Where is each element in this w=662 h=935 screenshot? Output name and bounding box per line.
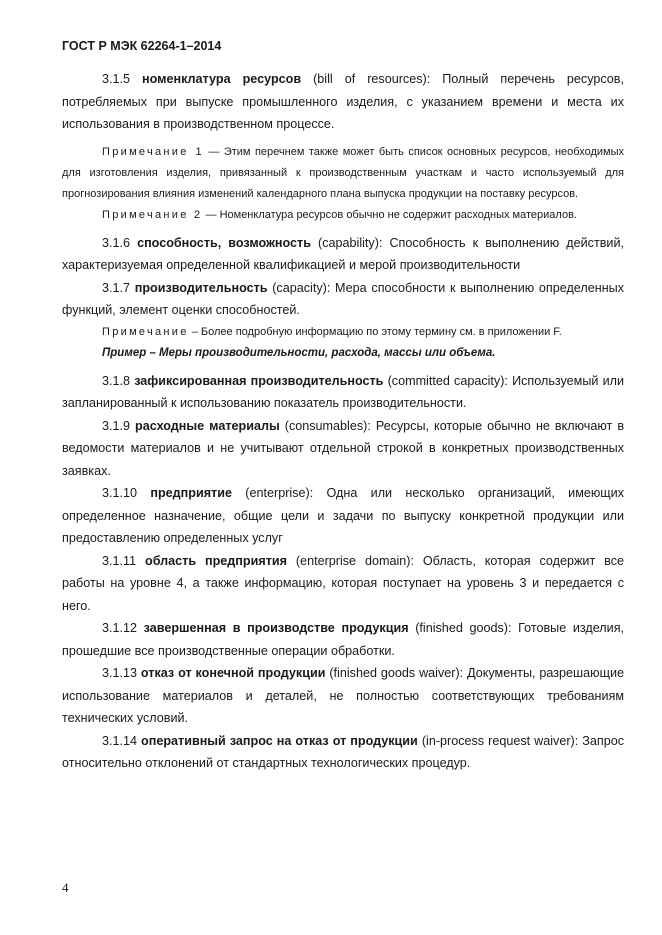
entry-definition: (capacity): Мера способности к выполнению определенных функций, элемент оценки способностей.	[62, 280, 625, 317]
entry-definition: (consumables): Ресурсы, которые обычно не включают в ведомости материалов и не учитывают отдельной строкой в конкретных производственных заявках.	[62, 418, 625, 478]
entry-number: 3.1.11	[102, 553, 137, 568]
entry-term: зафиксированная производительность	[134, 373, 384, 388]
entry-term: область предприятия	[145, 553, 287, 568]
entry-3-1-8	[62, 370, 624, 415]
note-text: — Этим перечнем также может быть список основных ресурсов, необходимых для изготовления изделия, привязанный к производственным участкам и часто используемый для прогнозирования влияния изменений календарного плана выпуска продукции на поставку ресурсов.	[62, 145, 624, 200]
entry-definition: (enterprise): Одна или несколько организаций, имеющих определенное назначение, общие цели и задачи по выпуску конкретной продукции или предоставлению определенных услуг	[62, 486, 625, 545]
entry-number: 3.1.7	[102, 280, 131, 295]
entry-number: 3.1.12	[102, 621, 138, 635]
entry-definition: (committed capacity): Используемый или запланированный к использованию показатель производительности.	[62, 373, 624, 410]
entry-number: 3.1.8	[102, 373, 131, 388]
note-1	[62, 142, 624, 205]
entry-3-1-9	[62, 415, 624, 483]
entry-term: предприятие	[150, 486, 232, 500]
entry-term: номенклатура ресурсов	[142, 72, 302, 86]
entry-term: отказ от конечной продукции	[140, 666, 326, 680]
entry-3-1-10	[62, 482, 624, 550]
entry-number: 3.1.6	[102, 235, 131, 250]
page-content	[62, 68, 624, 775]
entry-number: 3.1.10	[102, 486, 138, 500]
entry-3-1-13	[62, 662, 624, 730]
note-text: – Более подробную информацию по этому термину см. в приложении F.	[188, 325, 562, 338]
entry-definition: (in-process request waiver): Запрос относительно отклонений от стандартных технологических процедур.	[62, 733, 625, 770]
entry-3-1-7	[62, 277, 624, 322]
entry-definition: (finished goods): Готовые изделия, прошедшие все производственные операции обработки.	[62, 621, 625, 658]
entry-3-1-14	[62, 730, 624, 775]
entry-term: расходные материалы	[135, 418, 280, 433]
note-label: Примечание 2	[102, 208, 203, 221]
entry-3-1-6	[62, 232, 624, 277]
entry-term: производительность	[134, 280, 268, 295]
note-label: Примечание 1	[102, 145, 204, 158]
entry-number: 3.1.5	[102, 72, 131, 86]
entry-definition: (bill of resources): Полный перечень ресурсов, потребляемых при выпуске промышленного изделия, с указанием времени и места их использования в производственном процессе.	[62, 72, 624, 131]
note-text: — Номенклатура ресурсов обычно не содержит расходных материалов.	[202, 208, 577, 221]
entry-number: 3.1.13	[102, 666, 138, 680]
note-2	[62, 205, 624, 226]
entry-3-1-12	[62, 617, 624, 662]
entry-number: 3.1.9	[102, 418, 131, 433]
note-label: Примечание	[102, 325, 189, 338]
entry-term: завершенная в производстве продукция	[143, 621, 409, 635]
entry-term: оперативный запрос на отказ от продукции	[141, 733, 418, 748]
entry-definition: (enterprise domain): Область, которая содержит все работы на уровне 4, а также информацию, которая поступает на уровень 3 и передается с него.	[62, 553, 624, 613]
entry-3-1-11	[62, 550, 624, 618]
entry-definition: (capability): Способность к выполнению действий, характеризуемая определенной квалификацией и мерой производительности	[62, 235, 624, 272]
entry-term: способность, возможность	[137, 235, 311, 250]
document-header: ГОСТ Р МЭК 62264-1–2014	[62, 39, 222, 53]
entry-number: 3.1.14	[102, 733, 138, 748]
page-number: 4	[62, 880, 69, 895]
entry-3-1-5	[62, 68, 624, 136]
entry-definition: (finished goods waiver): Документы, разрешающие использование материалов и деталей, не полностью соответствующих требованиям технических условий.	[62, 666, 624, 725]
example-text: Пример – Меры производительности, расхода, массы или объема.	[102, 346, 496, 359]
note-3	[62, 322, 624, 343]
